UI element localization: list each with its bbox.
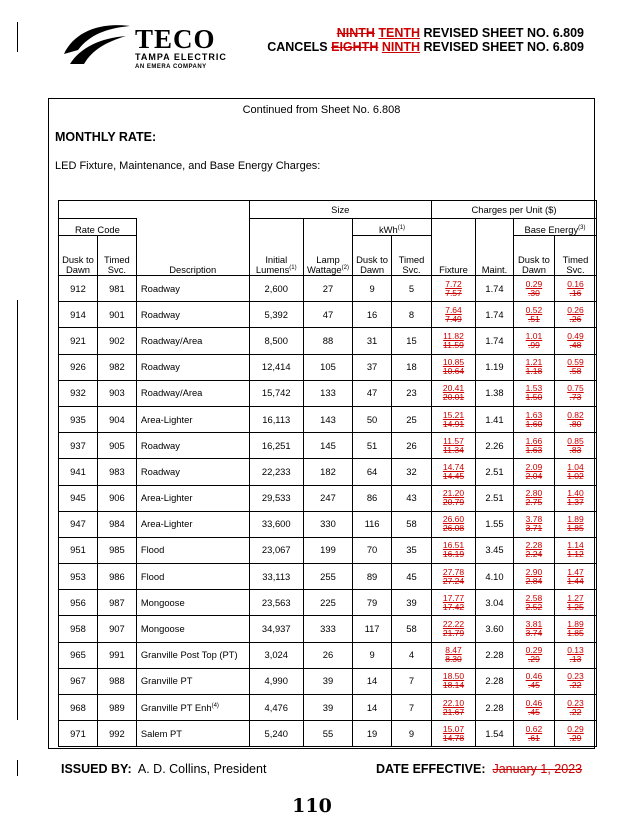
table-row [59,642,597,668]
kwh-timed-cell: 18 [392,354,432,380]
wattage-cell: 247 [303,485,352,511]
kwh-dusk-cell: 16 [353,302,392,328]
base-energy-timed: $\frac{0.29}{.29}$ [554,721,596,747]
description-cell: Mongoose [136,616,249,642]
maint-charge: 1.74 [476,276,514,302]
kwh-dusk-cell: 50 [353,406,392,432]
wattage-cell: 143 [303,406,352,432]
wattage-cell: 133 [303,380,352,406]
logo-subtitle: TAMPA ELECTRIC [135,52,227,62]
kwh-dusk-cell: 14 [353,695,392,721]
lumens-cell: 22,233 [249,459,303,485]
rate-code-timed: 987 [97,590,136,616]
kwh-dusk-cell: 79 [353,590,392,616]
rate-code-timed: 984 [97,511,136,537]
rate-code-dusk: 967 [59,668,98,694]
kwh-timed-cell: 7 [392,695,432,721]
base-energy-dusk: $\frac{2.80}{2.75}$ [513,485,554,511]
fixture-charge: $\frac{27.78}{27.24}$ [431,564,475,590]
rate-code-timed: 905 [97,433,136,459]
base-energy-dusk: $\frac{2.90}{2.84}$ [513,564,554,590]
kwh-dusk-cell: 19 [353,721,392,747]
kwh-timed-cell: 5 [392,276,432,302]
rate-code-timed: 906 [97,485,136,511]
base-energy-timed: $\frac{0.23}{.22}$ [554,668,596,694]
rate-code-dusk: 914 [59,302,98,328]
table-row [59,354,597,380]
base-energy-dusk: $\frac{1.66}{1.63}$ [513,433,554,459]
wattage-cell: 39 [303,668,352,694]
fixture-charge: $\frac{18.50}{18.14}$ [431,668,475,694]
maint-charge: 3.60 [476,616,514,642]
base-energy-timed: $\frac{1.47}{1.44}$ [554,564,596,590]
table-row [59,276,597,302]
wattage-cell: 47 [303,302,352,328]
base-energy-timed: $\frac{0.49}{.48}$ [554,328,596,354]
kwh-dusk-cell: 89 [353,564,392,590]
base-energy-dusk: $\frac{0.52}{.51}$ [513,302,554,328]
wattage-cell: 330 [303,511,352,537]
maint-charge: 1.41 [476,406,514,432]
new-revision: TENTH [378,26,421,40]
fixture-charge: $\frac{26.60}{26.08}$ [431,511,475,537]
rate-code-dusk: 932 [59,380,98,406]
sheet-number-line: NINTH TENTH REVISED SHEET NO. 6.809 [336,26,584,40]
base-energy-timed: $\frac{0.85}{.83}$ [554,433,596,459]
description-cell: Roadway [136,354,249,380]
base-energy-dusk: $\frac{0.29}{.30}$ [513,276,554,302]
wattage-cell: 255 [303,564,352,590]
table-row [59,485,597,511]
rate-code-dusk: 912 [59,276,98,302]
rate-code-dusk: 956 [59,590,98,616]
maint-charge: 2.51 [476,485,514,511]
logo-text: TECO [135,24,216,54]
teco-swoosh-icon [60,20,132,68]
fixture-charge: $\frac{11.82}{11.59}$ [431,328,475,354]
rate-code-timed: 991 [97,642,136,668]
kwh-dusk-cell: 70 [353,537,392,563]
base-energy-dusk: $\frac{0.29}{.29}$ [513,642,554,668]
section-heading: MONTHLY RATE: [55,130,157,144]
rate-code-timed: 903 [97,380,136,406]
wattage-cell: 88 [303,328,352,354]
maint-charge: 1.74 [476,302,514,328]
wattage-cell: 145 [303,433,352,459]
rate-code-dusk: 947 [59,511,98,537]
kwh-timed-cell: 32 [392,459,432,485]
kwh-dusk-cell: 14 [353,668,392,694]
wattage-cell: 39 [303,695,352,721]
kwh-dusk-cell: 47 [353,380,392,406]
cancels-line: CANCELS EIGHTH NINTH REVISED SHEET NO. 6.809 [267,40,584,54]
fixture-charge: $\frac{22.10}{21.67}$ [431,695,475,721]
margin-bar [17,22,18,52]
lumens-cell: 4,476 [249,695,303,721]
kwh-timed-cell: 39 [392,590,432,616]
maint-charge: 2.28 [476,668,514,694]
page-number: 110 [292,795,332,817]
description-cell: Flood [136,564,249,590]
rate-code-timed: 992 [97,721,136,747]
lumens-cell: 5,392 [249,302,303,328]
rate-code-dusk: 953 [59,564,98,590]
rate-code-dusk: 935 [59,406,98,432]
new-cancels: NINTH [381,40,421,54]
base-energy-dusk: $\frac{1.53}{1.50}$ [513,380,554,406]
margin-bar [17,300,18,720]
rate-code-dusk: 968 [59,695,98,721]
fixture-charge: $\frac{8.47}{8.30}$ [431,642,475,668]
base-energy-dusk: $\frac{1.63}{1.60}$ [513,406,554,432]
rate-code-timed: 907 [97,616,136,642]
lumens-cell: 15,742 [249,380,303,406]
logo-tagline: AN EMERA COMPANY [135,64,207,70]
description-cell: Mongoose [136,590,249,616]
wattage-cell: 182 [303,459,352,485]
fixture-charge: $\frac{20.41}{20.01}$ [431,380,475,406]
lumens-cell: 4,990 [249,668,303,694]
kwh-timed-cell: 43 [392,485,432,511]
maint-charge: 2.51 [476,459,514,485]
description-cell: Roadway/Area [136,328,249,354]
lumens-cell: 5,240 [249,721,303,747]
base-energy-dusk: $\frac{0.62}{.61}$ [513,721,554,747]
col-maint: Maint. [476,236,514,276]
section-subheading: LED Fixture, Maintenance, and Base Energy Charges: [55,160,321,172]
kwh-dusk-cell: 86 [353,485,392,511]
kwh-timed-cell: 23 [392,380,432,406]
rate-code-dusk: 965 [59,642,98,668]
maint-charge: 1.55 [476,511,514,537]
maint-charge: 1.38 [476,380,514,406]
base-energy-dusk: $\frac{1.21}{1.18}$ [513,354,554,380]
table-row [59,564,597,590]
fixture-charge: $\frac{21.20}{20.79}$ [431,485,475,511]
maint-charge: 4.10 [476,564,514,590]
maint-charge: 3.45 [476,537,514,563]
col-be-timed: Timed Svc. [554,236,596,276]
maint-charge: 2.28 [476,695,514,721]
rate-table-body [59,276,597,747]
fixture-charge: $\frac{14.74}{14.45}$ [431,459,475,485]
description-cell: Roadway [136,302,249,328]
continued-note: Continued from Sheet No. 6.808 [242,104,401,116]
table-row [59,328,597,354]
fixture-charge: $\frac{10.85}{10.64}$ [431,354,475,380]
fixture-charge: $\frac{17.77}{17.42}$ [431,590,475,616]
table-row [59,406,597,432]
kwh-dusk-cell: 9 [353,642,392,668]
col-timed-svc: Timed Svc. [97,236,136,276]
table-row [59,459,597,485]
base-energy-dusk: $\frac{1.01}{.99}$ [513,328,554,354]
kwh-dusk-cell: 116 [353,511,392,537]
base-energy-timed: $\frac{0.82}{.80}$ [554,406,596,432]
rate-code-timed: 986 [97,564,136,590]
rate-code-dusk: 937 [59,433,98,459]
table-row [59,511,597,537]
description-cell: Salem PT [136,721,249,747]
kwh-dusk-cell: 9 [353,276,392,302]
rate-code-timed: 985 [97,537,136,563]
description-cell: Granville PT Enh$^{(4)}$ [136,695,249,721]
base-energy-timed: $\frac{0.23}{.22}$ [554,695,596,721]
kwh-timed-cell: 45 [392,564,432,590]
kwh-timed-cell: 15 [392,328,432,354]
effective-date: January 1, 2023 [492,762,583,776]
table-row [59,590,597,616]
rate-code-timed: 902 [97,328,136,354]
rate-code-timed: 982 [97,354,136,380]
lumens-cell: 29,533 [249,485,303,511]
fixture-charge: $\frac{22.22}{21.79}$ [431,616,475,642]
rate-code-dusk: 945 [59,485,98,511]
base-energy-dusk: $\frac{3.81}{3.74}$ [513,616,554,642]
fixture-charge: $\frac{7.64}{7.49}$ [431,302,475,328]
rate-code-timed: 981 [97,276,136,302]
description-cell: Roadway/Area [136,380,249,406]
base-energy-dusk: $\frac{2.09}{2.04}$ [513,459,554,485]
kwh-timed-cell: 4 [392,642,432,668]
rate-table [58,200,597,747]
rate-code-dusk: 921 [59,328,98,354]
base-energy-timed: $\frac{1.04}{1.02}$ [554,459,596,485]
kwh-timed-cell: 58 [392,616,432,642]
size-header: Size [249,201,431,219]
wattage-cell: 105 [303,354,352,380]
fixture-charge: $\frac{7.72}{7.57}$ [431,276,475,302]
rate-code-header: Rate Code [59,219,137,236]
kwh-dusk-cell: 31 [353,328,392,354]
table-row [59,721,597,747]
issuer-name: A. D. Collins, President [137,762,267,776]
base-energy-dusk: $\frac{2.28}{2.24}$ [513,537,554,563]
kwh-dusk-cell: 64 [353,459,392,485]
maint-charge: 3.04 [476,590,514,616]
kwh-timed-cell: 35 [392,537,432,563]
kwh-timed-cell: 25 [392,406,432,432]
rate-code-timed: 904 [97,406,136,432]
old-cancels: EIGHTH [331,40,379,54]
wattage-cell: 333 [303,616,352,642]
issued-by: ISSUED BY: A. D. Collins, President [61,762,267,776]
table-row [59,537,597,563]
col-dusk-to-dawn: Dusk to Dawn [59,236,98,276]
teco-logo [60,20,245,72]
table-row [59,695,597,721]
lumens-cell: 8,500 [249,328,303,354]
table-row [59,668,597,694]
description-cell: Roadway [136,276,249,302]
lumens-cell: 2,600 [249,276,303,302]
kwh-dusk-cell: 37 [353,354,392,380]
base-energy-dusk: $\frac{2.58}{2.52}$ [513,590,554,616]
table-row [59,433,597,459]
kwh-header: kWh$^{(1)}$ [353,219,432,236]
col-fixture: Fixture [431,236,475,276]
lumens-cell: 33,600 [249,511,303,537]
table-row [59,302,597,328]
col-lamp-wattage: Lamp Wattage$^{(2)}$ [303,236,352,276]
lumens-cell: 3,024 [249,642,303,668]
date-effective: DATE EFFECTIVE: January 1, 2023 [376,762,583,776]
fixture-charge: $\frac{15.07}{14.78}$ [431,721,475,747]
rate-code-timed: 983 [97,459,136,485]
description-cell: Granville PT [136,668,249,694]
table-row [59,380,597,406]
kwh-timed-cell: 58 [392,511,432,537]
base-energy-dusk: $\frac{0.46}{.45}$ [513,668,554,694]
base-energy-timed: $\frac{1.27}{1.25}$ [554,590,596,616]
lumens-cell: 16,251 [249,433,303,459]
col-initial-lumens: Initial Lumens$^{(1)}$ [249,236,303,276]
lumens-cell: 23,067 [249,537,303,563]
description-cell: Area-Lighter [136,485,249,511]
maint-charge: 1.54 [476,721,514,747]
charges-header: Charges per Unit ($) [431,201,596,219]
kwh-timed-cell: 7 [392,668,432,694]
description-cell: Area-Lighter [136,511,249,537]
fixture-charge: $\frac{15.21}{14.91}$ [431,406,475,432]
maint-charge: 2.28 [476,642,514,668]
maint-charge: 1.19 [476,354,514,380]
lumens-cell: 34,937 [249,616,303,642]
kwh-timed-cell: 9 [392,721,432,747]
col-kwh-timed: Timed Svc. [392,236,432,276]
fixture-charge: $\frac{11.57}{11.34}$ [431,433,475,459]
base-energy-timed: $\frac{1.89}{1.85}$ [554,616,596,642]
lumens-cell: 16,113 [249,406,303,432]
maint-charge: 1.74 [476,328,514,354]
base-energy-timed: $\frac{0.13}{.13}$ [554,642,596,668]
rate-code-dusk: 926 [59,354,98,380]
fixture-charge: $\frac{16.51}{16.19}$ [431,537,475,563]
wattage-cell: 26 [303,642,352,668]
rate-code-dusk: 971 [59,721,98,747]
kwh-dusk-cell: 51 [353,433,392,459]
col-description: Description [136,236,249,276]
kwh-dusk-cell: 117 [353,616,392,642]
rate-code-dusk: 951 [59,537,98,563]
base-energy-timed: $\frac{0.75}{.73}$ [554,380,596,406]
rate-code-dusk: 958 [59,616,98,642]
table-row [59,616,597,642]
base-energy-timed: $\frac{1.89}{1.85}$ [554,511,596,537]
base-energy-timed: $\frac{0.16}{.16}$ [554,276,596,302]
kwh-timed-cell: 8 [392,302,432,328]
lumens-cell: 33,113 [249,564,303,590]
rate-code-dusk: 941 [59,459,98,485]
maint-charge: 2.26 [476,433,514,459]
description-cell: Roadway [136,433,249,459]
description-cell: Roadway [136,459,249,485]
wattage-cell: 55 [303,721,352,747]
wattage-cell: 225 [303,590,352,616]
old-revision: NINTH [336,26,375,40]
base-energy-timed: $\frac{0.26}{.26}$ [554,302,596,328]
kwh-timed-cell: 26 [392,433,432,459]
col-be-dusk: Dusk to Dawn [513,236,554,276]
rate-code-timed: 988 [97,668,136,694]
rate-code-timed: 901 [97,302,136,328]
base-energy-timed: $\frac{1.40}{1.37}$ [554,485,596,511]
rate-code-timed: 989 [97,695,136,721]
wattage-cell: 27 [303,276,352,302]
base-energy-timed: $\frac{0.59}{.58}$ [554,354,596,380]
wattage-cell: 199 [303,537,352,563]
description-cell: Granville Post Top (PT) [136,642,249,668]
base-energy-dusk: $\frac{0.46}{.45}$ [513,695,554,721]
base-energy-timed: $\frac{1.14}{1.12}$ [554,537,596,563]
margin-bar [17,760,18,776]
lumens-cell: 23,563 [249,590,303,616]
base-energy-dusk: $\frac{3.78}{3.71}$ [513,511,554,537]
base-energy-header: Base Energy$^{(3)}$ [513,219,596,236]
description-cell: Area-Lighter [136,406,249,432]
lumens-cell: 12,414 [249,354,303,380]
col-kwh-dusk: Dusk to Dawn [353,236,392,276]
description-cell: Flood [136,537,249,563]
